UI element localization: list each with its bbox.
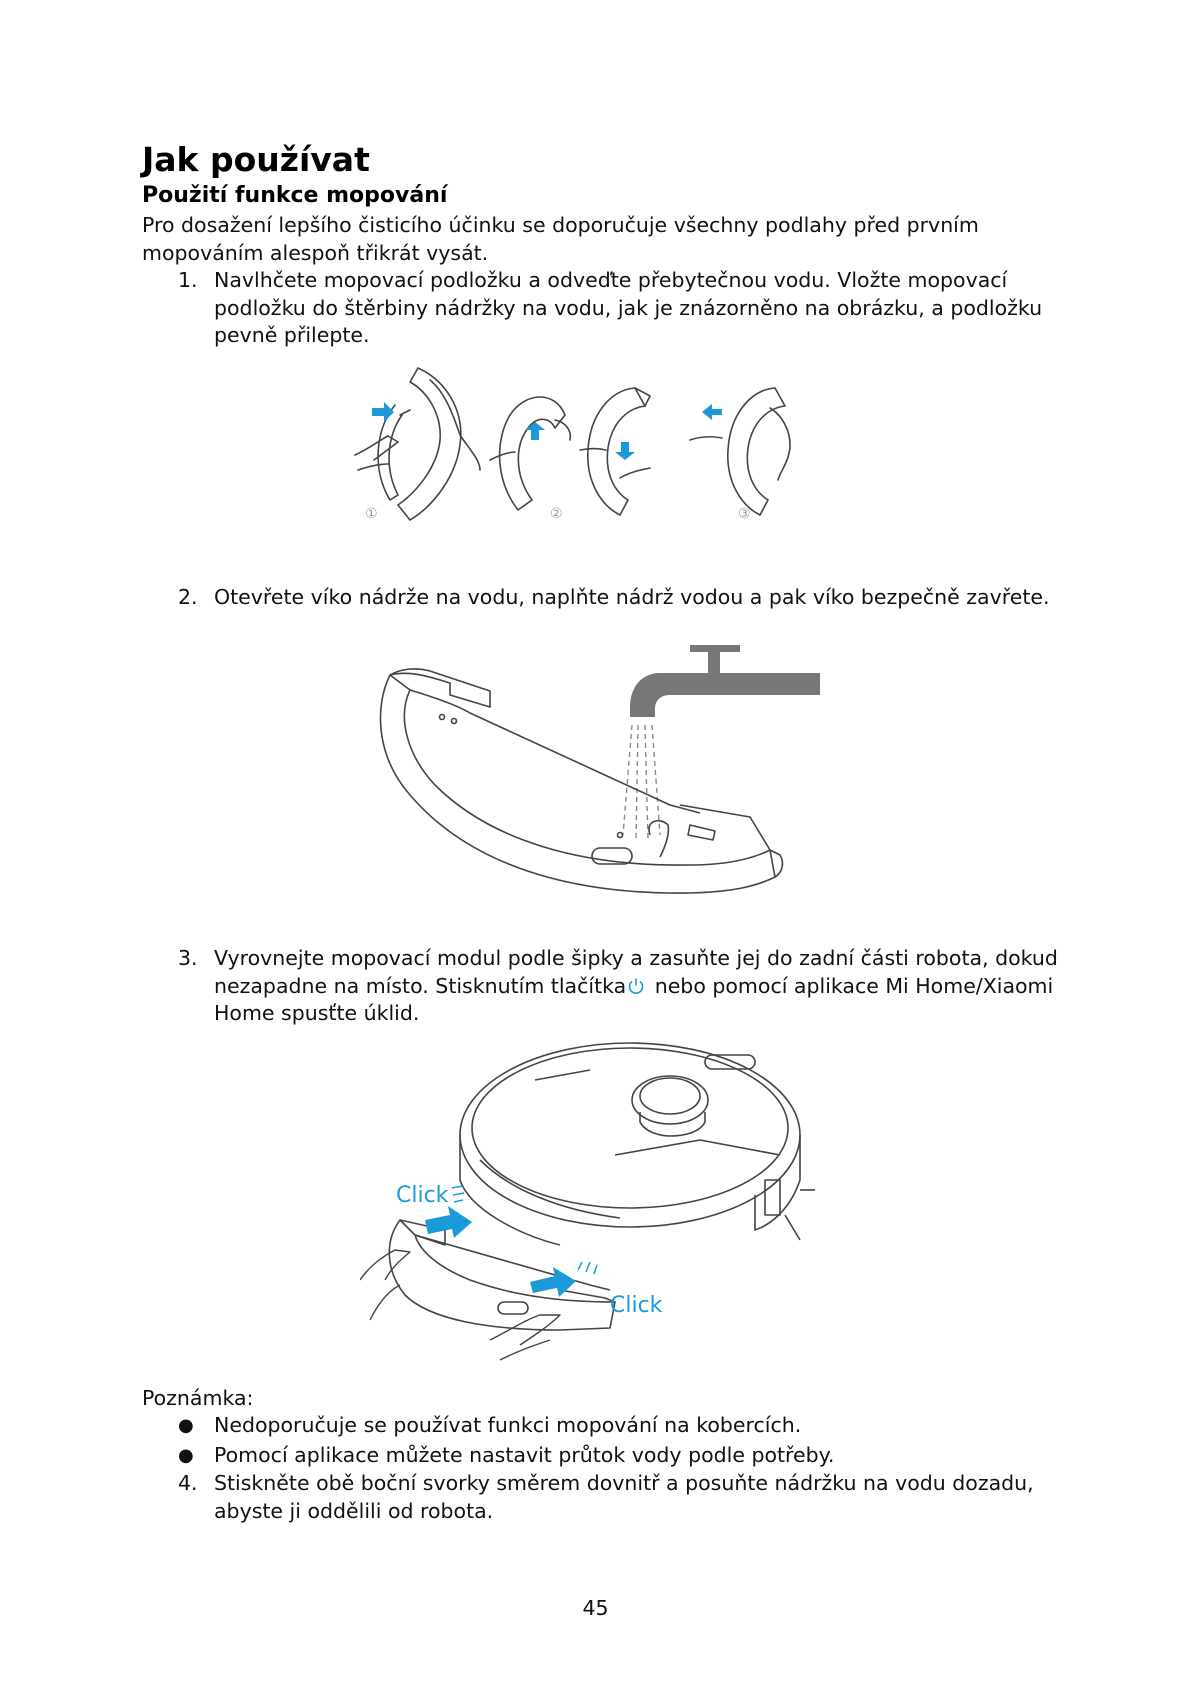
intro-text: Pro dosažení lepšího čisticího účinku se doporučuje všechny podlahy před prvním mopováním alespoň třikrát vysát. xyxy=(142,213,979,265)
blue-arrows xyxy=(372,402,722,460)
mop-pad-2b xyxy=(580,388,650,515)
mop-module xyxy=(389,1220,615,1330)
step-3 xyxy=(178,945,1074,1028)
bullet-dot: ● xyxy=(178,1415,194,1436)
page-heading: Jak používat xyxy=(142,140,370,179)
power-icon xyxy=(627,977,645,995)
click-label-left: Click xyxy=(396,1183,449,1208)
step-3-line-3: Home spusťte úklid. xyxy=(214,1001,420,1025)
mop-pad-3 xyxy=(690,388,790,515)
step-3-line-2 xyxy=(214,973,1074,1001)
fig1-label-3: ③ xyxy=(738,506,751,522)
note-item-2-text: Pomocí aplikace můžete nastavit průtok vody podle potřeby. xyxy=(214,1443,835,1467)
mop-pad-1 xyxy=(355,368,480,520)
hands xyxy=(360,1250,560,1360)
note-item-1 xyxy=(178,1412,1074,1440)
step-1-line-3: pevně přilepte. xyxy=(214,323,370,347)
page-number: 45 xyxy=(582,1596,609,1620)
click-arrows xyxy=(425,1206,576,1297)
click-label-right: Click xyxy=(610,1293,663,1318)
step-1-line-2: podložku do štěrbiny nádržky na vodu, jak je znázorněno na obrázku, a podložku xyxy=(214,295,1043,320)
note-item-2 xyxy=(178,1442,1074,1470)
step-2-line-1: Otevřete víko nádrže na vodu, naplňte nádrž vodou a pak víko bezpečně zavřete. xyxy=(214,585,1050,609)
click-marks xyxy=(452,1186,597,1274)
mop-pad-2a xyxy=(490,397,570,510)
figure-mop-pad-attach xyxy=(350,360,850,560)
note-label: Poznámka: xyxy=(142,1386,254,1410)
figure-water-tank-fill xyxy=(370,635,830,935)
step-3-line-2a: nezapadne na místo. Stisknutím tlačítka xyxy=(214,973,627,998)
fig1-label-1: ① xyxy=(365,506,378,522)
faucet xyxy=(630,645,820,717)
step-2-number: 2. xyxy=(178,585,198,609)
step-2 xyxy=(178,584,1074,612)
step-3-line-1: Vyrovnejte mopovací modul podle šipky a zasuňte jej do zadní části robota, dokud xyxy=(214,946,1058,970)
step-3-line-2b: nebo pomocí aplikace Mi Home/Xiaomi xyxy=(648,973,1054,998)
fig1-label-2: ② xyxy=(550,506,563,522)
step-1-line-1: Navlhčete mopovací podložku a odveďte přebytečnou vodu. Vložte mopovací xyxy=(214,268,1008,292)
step-4-number: 4. xyxy=(178,1471,198,1495)
section-heading: Použití funkce mopování xyxy=(142,183,448,208)
step-4 xyxy=(178,1470,1074,1525)
step-3-number: 3. xyxy=(178,946,198,970)
figure-mop-module-insert xyxy=(360,1040,840,1380)
water-tank xyxy=(380,669,782,893)
water-stream xyxy=(623,725,660,840)
note-item-1-text: Nedoporučuje se používat funkci mopování na kobercích. xyxy=(214,1413,802,1437)
step-1-number: 1. xyxy=(178,268,198,292)
robot-vacuum xyxy=(460,1043,815,1245)
step-4-line-1: Stiskněte obě boční svorky směrem dovnitř a posuňte nádržku na vodu dozadu, xyxy=(214,1471,1034,1495)
step-1 xyxy=(178,267,1044,350)
step-4-line-2: abyste ji oddělili od robota. xyxy=(214,1498,494,1523)
bullet-dot: ● xyxy=(178,1445,194,1466)
